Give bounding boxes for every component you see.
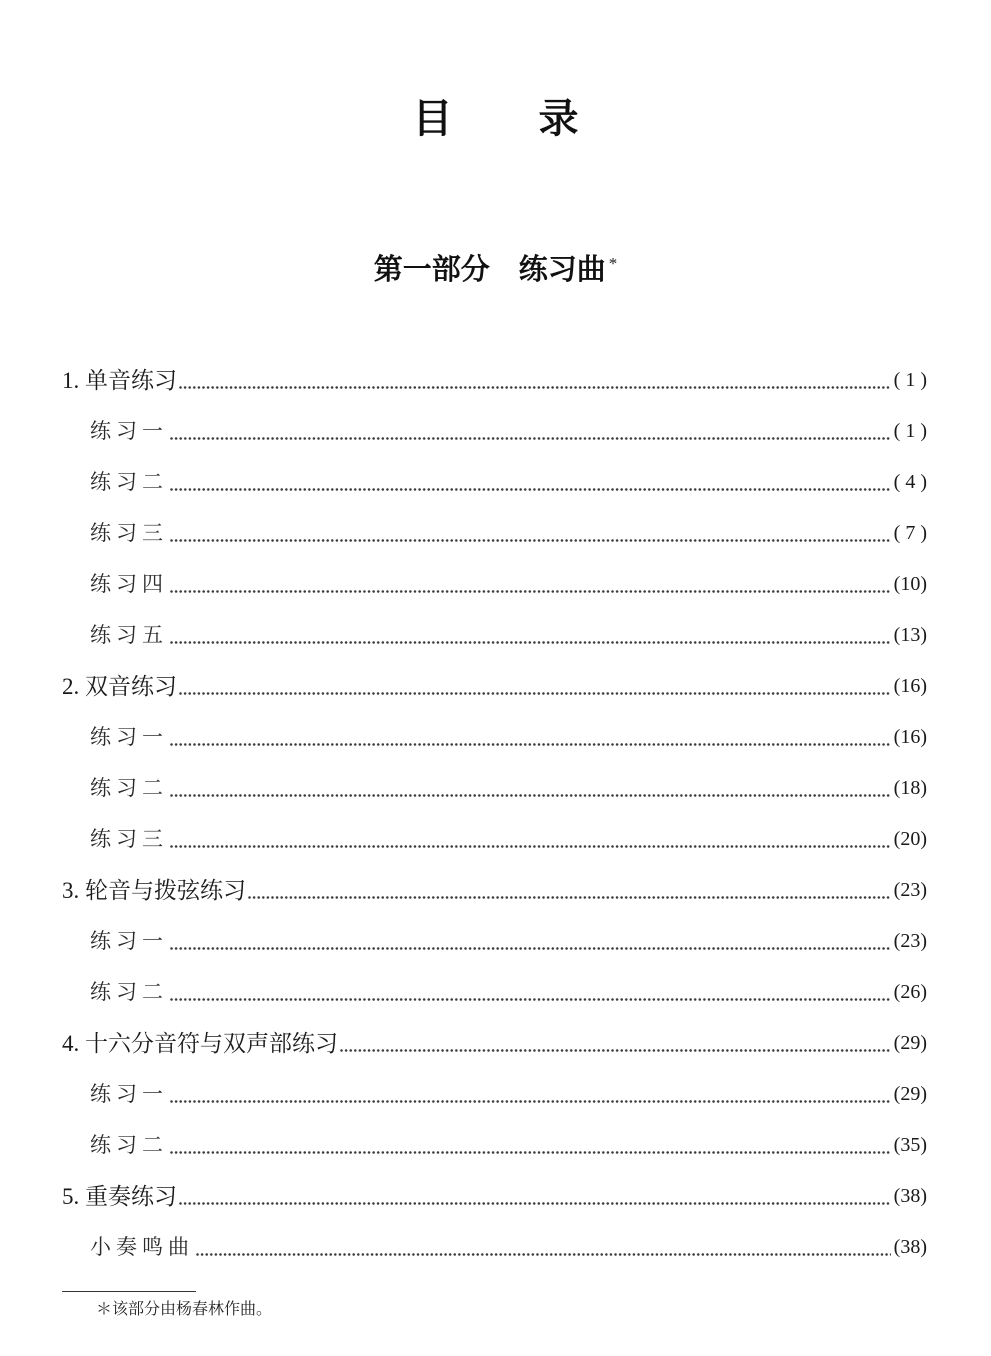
toc-entry — [62, 1120, 927, 1171]
toc-entry-label: 5. 重奏练习 — [62, 1184, 177, 1209]
heading-footnote-mark: * — [608, 254, 618, 273]
page-number: (18) — [893, 777, 927, 799]
toc-entry-label: 练习一 — [90, 1082, 168, 1106]
toc-entry — [62, 712, 927, 763]
page-number: (38) — [893, 1185, 927, 1207]
toc-entry — [62, 610, 927, 661]
footnote-rule — [62, 1291, 196, 1292]
toc-entry-label: 练习四 — [90, 572, 168, 596]
toc-entry — [62, 967, 927, 1018]
dot-leader — [170, 526, 891, 542]
page-number: (20) — [893, 828, 927, 850]
dot-leader — [170, 628, 891, 644]
toc-entry — [62, 916, 927, 967]
toc-entry — [62, 661, 927, 712]
toc-entry-label: 练习二 — [90, 980, 168, 1004]
toc-entry — [62, 1069, 927, 1120]
dot-leader — [170, 1138, 891, 1154]
page-number: (23) — [893, 879, 927, 901]
section-heading-container — [0, 252, 991, 293]
toc-entry — [62, 1222, 927, 1273]
toc-entry-label: 练习二 — [90, 470, 168, 494]
dot-leader — [179, 373, 891, 389]
dot-leader — [170, 1087, 891, 1103]
dot-leader — [340, 1036, 891, 1052]
dot-leader — [196, 1240, 891, 1256]
toc-entry-label: 2. 双音练习 — [62, 674, 177, 699]
toc-entry — [62, 355, 927, 406]
section-heading: 第一部分 练习曲 — [373, 254, 606, 286]
toc-entry — [62, 457, 927, 508]
toc-entry-label: 1. 单音练习 — [62, 368, 177, 393]
toc-entry — [62, 406, 927, 457]
toc-entry-label: 练习三 — [90, 827, 168, 851]
page-number: ( 4 ) — [893, 471, 927, 493]
toc-entry — [62, 1018, 927, 1069]
dot-leader — [170, 475, 891, 491]
toc-entry-label: 练习一 — [90, 929, 168, 953]
page-number: ( 1 ) — [893, 420, 927, 442]
toc-entry — [62, 814, 927, 865]
dot-leader — [170, 424, 891, 440]
toc-entry-label: 3. 轮音与拨弦练习 — [62, 878, 246, 903]
toc-entry — [62, 559, 927, 610]
toc-entry-label: 练习三 — [90, 521, 168, 545]
page-number: (16) — [893, 726, 927, 748]
page-number: (29) — [893, 1083, 927, 1105]
page-number: ( 7 ) — [893, 522, 927, 544]
dot-leader — [248, 883, 891, 899]
dot-leader — [170, 832, 891, 848]
page-number: (13) — [893, 624, 927, 646]
toc-entry-label: 小奏鸣曲 — [90, 1235, 194, 1259]
toc-entry — [62, 508, 927, 559]
toc-entry-label: 练习二 — [90, 776, 168, 800]
toc-entry-label: 练习五 — [90, 623, 168, 647]
page-number: (16) — [893, 675, 927, 697]
toc-entry-label: 练习一 — [90, 725, 168, 749]
dot-leader — [170, 730, 891, 746]
toc-entry-label: 练习二 — [90, 1133, 168, 1157]
toc-entry — [62, 865, 927, 916]
page-title: 目 录 — [412, 96, 602, 141]
page-number: (35) — [893, 1134, 927, 1156]
toc-list — [62, 355, 927, 1273]
dot-leader — [179, 1189, 891, 1205]
page-number: (23) — [893, 930, 927, 952]
page-number: (38) — [893, 1236, 927, 1258]
toc-entry-label: 4. 十六分音符与双声部练习 — [62, 1031, 338, 1056]
page-number: (26) — [893, 981, 927, 1003]
footnote-text: ＊该部分由杨春林作曲。 — [96, 1301, 273, 1318]
page-title-container — [0, 96, 991, 151]
page-number: (10) — [893, 573, 927, 595]
page-number: (29) — [893, 1032, 927, 1054]
dot-leader — [170, 934, 891, 950]
toc-entry — [62, 1171, 927, 1222]
page-number: ( 1 ) — [893, 369, 927, 391]
toc-entry-label: 练习一 — [90, 419, 168, 443]
dot-leader — [170, 781, 891, 797]
dot-leader — [170, 985, 891, 1001]
dot-leader — [179, 679, 891, 695]
toc-entry — [62, 763, 927, 814]
dot-leader — [170, 577, 891, 593]
